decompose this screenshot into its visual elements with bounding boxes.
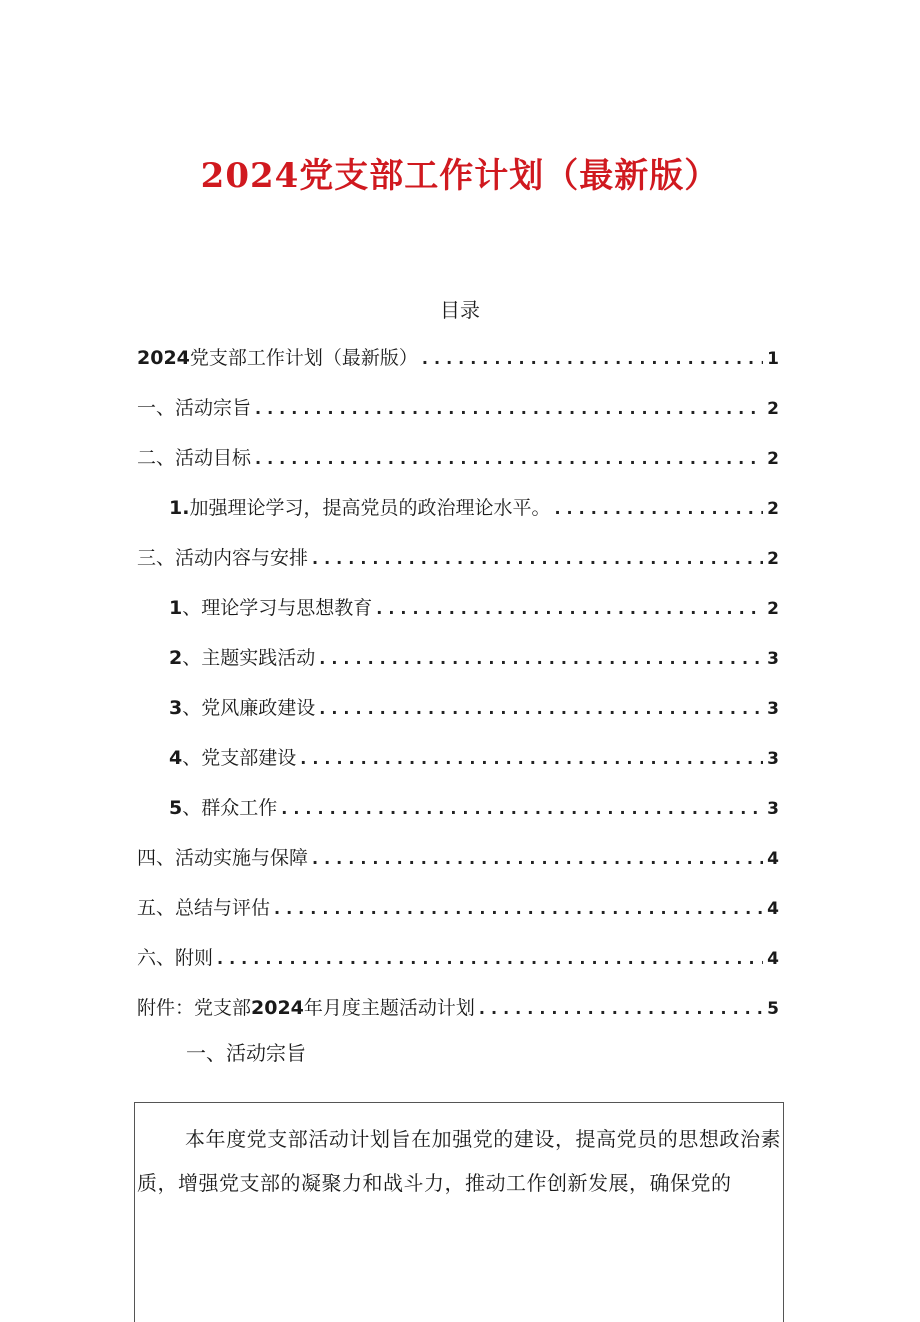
toc-entry[interactable] <box>137 640 779 690</box>
toc-leader-dots <box>376 591 763 627</box>
toc-entry-page: 5 <box>767 999 779 1019</box>
toc-leader-dots <box>274 891 763 927</box>
toc-entry-page: 3 <box>767 649 779 669</box>
toc-entry-label: 五、总结与评估 <box>137 897 271 919</box>
toc-entry[interactable] <box>137 390 779 440</box>
toc-leader-dots <box>319 641 763 677</box>
toc-entry-label: 六、附则 <box>137 947 214 969</box>
toc-entry-label: 二、活动目标 <box>137 447 252 469</box>
section-heading: 一、活动宗旨 <box>186 1041 306 1065</box>
toc-entry[interactable] <box>137 690 779 740</box>
toc-entry[interactable] <box>137 540 779 590</box>
toc-entry[interactable] <box>137 440 779 490</box>
toc-entry-page: 4 <box>767 849 779 869</box>
body-text-frame <box>134 1102 784 1322</box>
toc-entry-page: 2 <box>767 599 779 619</box>
body-paragraph: 本年度党支部活动计划旨在加强党的建设，提高党员的思想政治素质，增强党支部的凝聚力和战斗力，推动工作创新发展，确保党的 <box>137 1127 781 1195</box>
toc-entry-page: 2 <box>767 499 779 519</box>
toc-entry[interactable] <box>137 590 779 640</box>
toc-leader-dots <box>217 941 763 977</box>
toc-heading: 目录 <box>440 298 480 322</box>
toc-entry-page: 3 <box>767 699 779 719</box>
toc-entry-label: 附件：党支部2024年月度主题活动计划 <box>137 997 475 1019</box>
toc-entry-label: 1、理论学习与思想教育 <box>169 597 373 619</box>
toc-entry[interactable] <box>137 790 779 840</box>
toc-entry-page: 1 <box>767 349 779 369</box>
toc-entry-label: 四、活动实施与保障 <box>137 847 309 869</box>
toc-entry[interactable] <box>137 840 779 890</box>
toc-entry-page: 3 <box>767 799 779 819</box>
toc-entry-label: 三、活动内容与安排 <box>137 547 309 569</box>
toc-entry[interactable] <box>137 340 779 390</box>
toc-leader-dots <box>319 691 763 727</box>
toc-entry[interactable] <box>137 990 779 1040</box>
toc-entry-label: 5、群众工作 <box>169 797 278 819</box>
toc-entry[interactable] <box>137 740 779 790</box>
toc-entry-page: 2 <box>767 399 779 419</box>
toc-entry-page: 2 <box>767 449 779 469</box>
toc-leader-dots <box>312 541 763 577</box>
toc-entry[interactable] <box>137 490 779 540</box>
toc-entry-label: 3、党风廉政建设 <box>169 697 316 719</box>
toc-leader-dots <box>479 991 763 1027</box>
document-title: 2024党支部工作计划（最新版） <box>200 156 720 196</box>
toc-entry-label: 2、主题实践活动 <box>169 647 316 669</box>
toc-leader-dots <box>554 491 763 527</box>
toc-entry-page: 4 <box>767 949 779 969</box>
toc-entry[interactable] <box>137 890 779 940</box>
toc-entry-page: 3 <box>767 749 779 769</box>
toc-leader-dots <box>312 841 763 877</box>
toc-entry-page: 2 <box>767 549 779 569</box>
toc-leader-dots <box>300 741 763 777</box>
toc-leader-dots <box>255 391 763 427</box>
toc-entry-page: 4 <box>767 899 779 919</box>
toc-entry-label: 2024党支部工作计划（最新版） <box>137 347 418 369</box>
toc-entry-label: 4、党支部建设 <box>169 747 297 769</box>
table-of-contents <box>137 340 779 1040</box>
toc-leader-dots <box>255 441 763 477</box>
toc-leader-dots <box>422 341 763 377</box>
toc-entry[interactable] <box>137 940 779 990</box>
toc-entry-label: 一、活动宗旨 <box>137 397 252 419</box>
toc-leader-dots <box>281 791 763 827</box>
toc-entry-label: 1.加强理论学习，提高党员的政治理论水平。 <box>169 497 551 519</box>
